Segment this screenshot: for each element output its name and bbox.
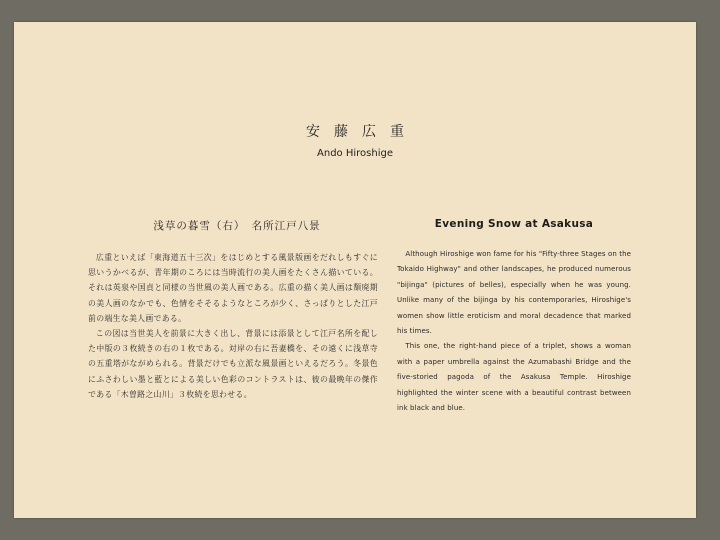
english-paragraph: Although Hiroshige won fame for his "Fifty-three Stages on the Tokaido Highway" and other landscapes, he produced numerous "bijinga" (pictures of belles), especially when he was young. Unlike many of the bijinga by his contemporaries, Hiroshige's women show little eroticism and moral decadence that marked his times. bbox=[397, 250, 632, 336]
english-paragraph: This one, the right-hand piece of a triplet, shows a woman with a paper umbrella against the Azumabashi Bridge and the five-storied pagoda of the Asakusa Temple. Hiroshige highlighted the winter scene with a beautiful contrast between ink black and blue. bbox=[397, 342, 631, 413]
description-sheet bbox=[14, 22, 696, 518]
japanese-paragraph: この図は当世美人を前景に大きく出し、背景には添景として江戸名所を配した中版の３枚続きの右の１枚である。対岸の右に吾妻橋を、その遠くに浅草寺の五重塔がながめられる。背景だけでも立派な風景画といえるだろう。冬景色にふさわしい墨と藍とによる美しい色彩のコントラストは、彼の最晩年の傑作である「木曽路之山川」３枚続を思わせる。 bbox=[88, 329, 378, 399]
japanese-paragraph: 広重といえば「東海道五十三次」をはじめとする風景版画をだれしもすぐに思いうかべるが、青年期のころには当時流行の美人画をたくさん描いている。それは英泉や国貞と同様の当世風の美人画である。広重の描く美人画は頽廃期の美人画のなかでも、色情をそそるようなところが少く、さっぱりとした江戸前の端生な美人画である。 bbox=[88, 253, 378, 323]
japanese-column bbox=[88, 218, 378, 402]
artist-name-english: Ando Hiroshige bbox=[317, 148, 393, 159]
japanese-heading: 浅草の暮雪（右） 名所江戸八景 bbox=[153, 220, 321, 232]
artist-name-japanese: 安藤広重 bbox=[306, 124, 418, 140]
english-heading: Evening Snow at Asakusa bbox=[434, 218, 594, 230]
english-column bbox=[397, 218, 631, 416]
